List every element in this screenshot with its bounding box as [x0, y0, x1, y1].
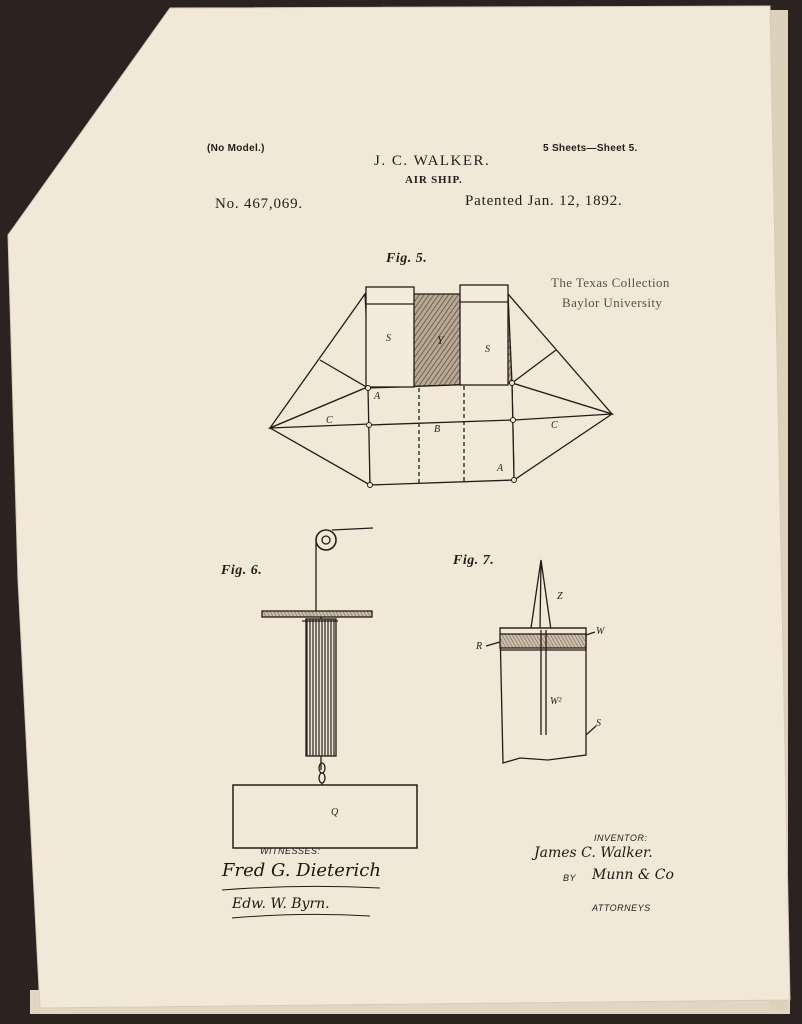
fig6-title: Fig. 6.	[221, 563, 263, 578]
fig5-label-y: Y	[437, 333, 444, 347]
attorney-signature: Munn & Co	[592, 867, 674, 883]
fig6-cylinder	[306, 619, 336, 756]
inventor-name-heading: J. C. WALKER.	[374, 153, 491, 169]
fig6-plate	[262, 611, 372, 617]
fig7-label-w: W	[596, 626, 605, 637]
no-model-label: (No Model.)	[207, 143, 265, 154]
fig5-label-s-left: S	[386, 333, 391, 344]
attorneys-label: ATTORNEYS	[592, 903, 651, 913]
fig5-car-box	[368, 383, 514, 485]
witnesses-label: WITNESSES:	[260, 846, 321, 856]
inventor-label: INVENTOR:	[594, 833, 648, 843]
collection-stamp-line2: Baylor University	[562, 295, 663, 310]
patent-title: AIR SHIP.	[405, 174, 463, 186]
witness1-signature: Fred G. Dieterich	[222, 860, 381, 881]
fig5-label-b: B	[434, 424, 441, 435]
by-label: BY	[563, 873, 577, 883]
witness2-signature: Edw. W. Byrn.	[232, 896, 330, 912]
fig5-label-a-bottom: A	[497, 463, 504, 474]
fig7-label-w2: W²	[550, 696, 562, 707]
fig7-label-r: R	[476, 641, 483, 652]
fig7-title: Fig. 7.	[453, 553, 495, 568]
patented-date: Patented Jan. 12, 1892.	[465, 193, 623, 209]
fig6-weight-box	[233, 785, 417, 848]
fig7-label-z: Z	[557, 591, 563, 602]
patent-number: No. 467,069.	[215, 196, 303, 212]
sheets-label: 5 Sheets—Sheet 5.	[543, 143, 638, 154]
fig7-band	[500, 634, 586, 648]
fig5-label-s-right: S	[485, 344, 490, 355]
fig5-label-a-top: A	[374, 391, 381, 402]
collection-stamp-line1: The Texas Collection	[551, 275, 670, 290]
fig5-title: Fig. 5.	[386, 251, 428, 266]
fig5-label-c-right: C	[551, 420, 558, 431]
fig6-label-q: Q	[331, 807, 339, 818]
inventor-signature: James C. Walker.	[534, 845, 653, 861]
fig5-sail-right	[460, 285, 508, 385]
fig5-label-c-left: C	[326, 415, 333, 426]
fig7-label-s: S	[596, 718, 601, 729]
